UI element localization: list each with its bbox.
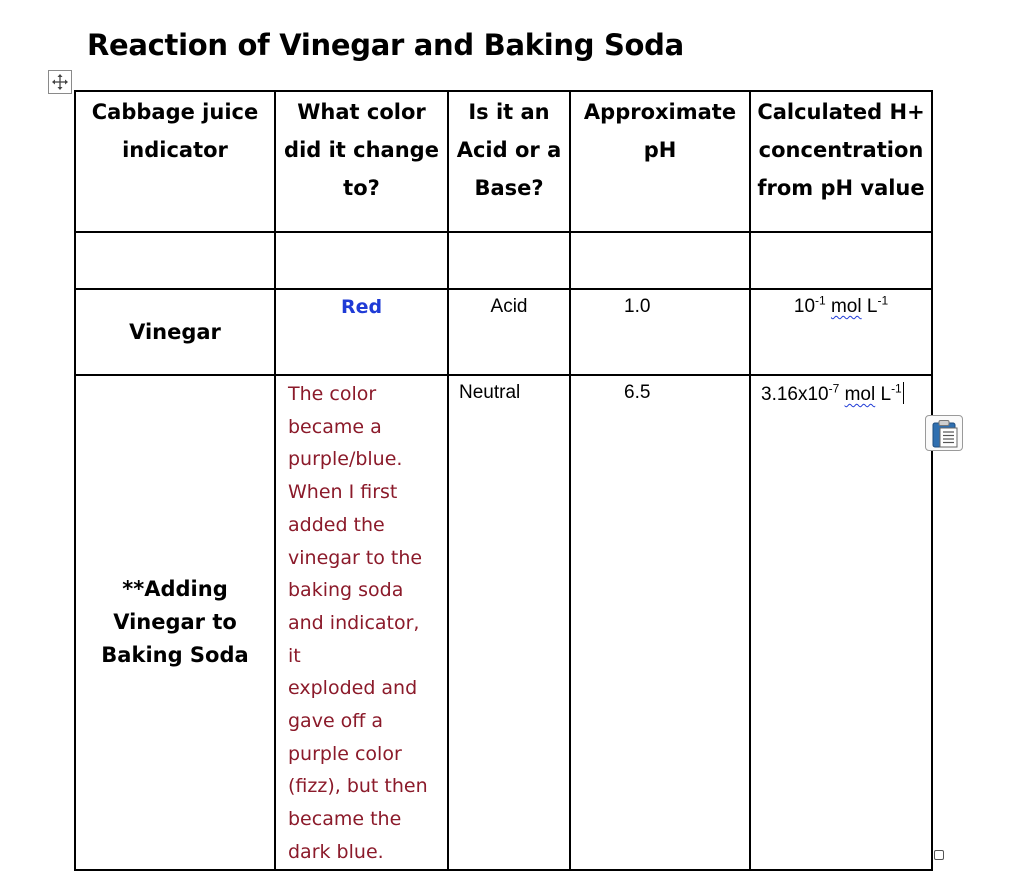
header-line: pH <box>643 138 677 162</box>
baking-soda-acid-base-cell[interactable] <box>448 375 570 870</box>
header-line: Acid or a <box>456 138 562 162</box>
vinegar-h-cell[interactable] <box>750 289 932 375</box>
table-cell[interactable] <box>570 232 750 289</box>
vinegar-acid-base-cell[interactable] <box>448 289 570 375</box>
description-line: exploded and <box>288 677 418 700</box>
description-line: The color <box>288 383 377 405</box>
vinegar-row <box>75 289 932 375</box>
header-line: from pH value <box>757 176 925 200</box>
description-line: When I first <box>288 481 398 504</box>
header-cabbage-indicator[interactable] <box>75 91 275 232</box>
header-line: indicator <box>122 138 228 162</box>
header-line: Approximate <box>583 100 737 124</box>
results-table <box>74 90 933 871</box>
header-line: Cabbage juice <box>91 100 259 124</box>
paste-options-button[interactable] <box>925 415 963 451</box>
empty-row <box>75 232 932 289</box>
baking-soda-color-cell[interactable] <box>275 375 448 870</box>
unit-liter-exponent: -1 <box>891 381 902 396</box>
clipboard-icon <box>931 419 959 449</box>
ph-value: 6.5 <box>624 382 651 403</box>
header-line: to? <box>343 176 380 200</box>
header-line: concentration <box>758 138 924 162</box>
unit-mol: mol <box>830 296 862 317</box>
unit-liter: L <box>866 296 878 317</box>
unit-mol: mol <box>844 384 876 405</box>
baking-soda-ph-cell[interactable] <box>570 375 750 870</box>
header-acid-or-base[interactable] <box>448 91 570 232</box>
header-line: What color <box>297 100 426 124</box>
header-h-concentration[interactable] <box>750 91 932 232</box>
table-cell[interactable] <box>275 232 448 289</box>
vinegar-color-cell[interactable] <box>275 289 448 375</box>
description-line: purple color <box>288 742 402 765</box>
vinegar-label[interactable] <box>75 289 275 375</box>
move-arrows-icon <box>51 73 69 91</box>
table-cell[interactable] <box>750 232 932 289</box>
document-title: Reaction of Vinegar and Baking Soda <box>87 28 684 62</box>
unit-liter-exponent: -1 <box>877 293 889 308</box>
h-concentration-exponent: -1 <box>815 293 826 308</box>
row-label-line: Vinegar to <box>113 609 237 634</box>
table-move-handle[interactable] <box>48 70 72 94</box>
description-line: became a <box>288 415 382 438</box>
header-approximate-ph[interactable] <box>570 91 750 232</box>
description-line: vinegar to the <box>288 546 423 569</box>
h-concentration-base: 10 <box>793 296 816 317</box>
acid-base-value: Acid <box>490 296 528 317</box>
description-line: baking soda <box>288 579 404 602</box>
baking-soda-label[interactable] <box>75 375 275 870</box>
description-line: and indicator, it <box>288 611 420 667</box>
description-line: became the <box>288 808 402 831</box>
description-line: (fizz), but then <box>288 775 428 798</box>
table-resize-handle[interactable] <box>934 850 944 860</box>
row-label-line: Baking Soda <box>101 642 249 667</box>
description-line: gave off a <box>288 710 384 733</box>
row-label-text: Vinegar <box>129 319 221 344</box>
table-cell[interactable] <box>75 232 275 289</box>
header-line: did it change <box>284 138 439 162</box>
h-concentration-exponent: -7 <box>828 381 840 396</box>
header-line: Is it an <box>468 100 550 124</box>
vinegar-ph-cell[interactable] <box>570 289 750 375</box>
table-header-row <box>75 91 932 232</box>
header-line: Calculated H+ <box>757 100 925 124</box>
header-color-change[interactable] <box>275 91 448 232</box>
header-line: Base? <box>474 176 544 200</box>
baking-soda-row <box>75 375 932 870</box>
description-line: purple/blue. <box>288 448 403 471</box>
h-concentration-base: 3.16x10 <box>761 384 829 405</box>
ph-value: 1.0 <box>624 296 651 317</box>
color-value: Red <box>340 296 383 318</box>
description-line: dark blue. <box>288 840 384 863</box>
description-line: added the <box>288 513 385 536</box>
baking-soda-h-cell[interactable] <box>750 375 932 870</box>
unit-liter: L <box>880 384 892 405</box>
table-cell[interactable] <box>448 232 570 289</box>
row-label-line: **Adding <box>122 576 228 601</box>
acid-base-value: Neutral <box>459 382 521 403</box>
text-cursor <box>903 382 904 404</box>
